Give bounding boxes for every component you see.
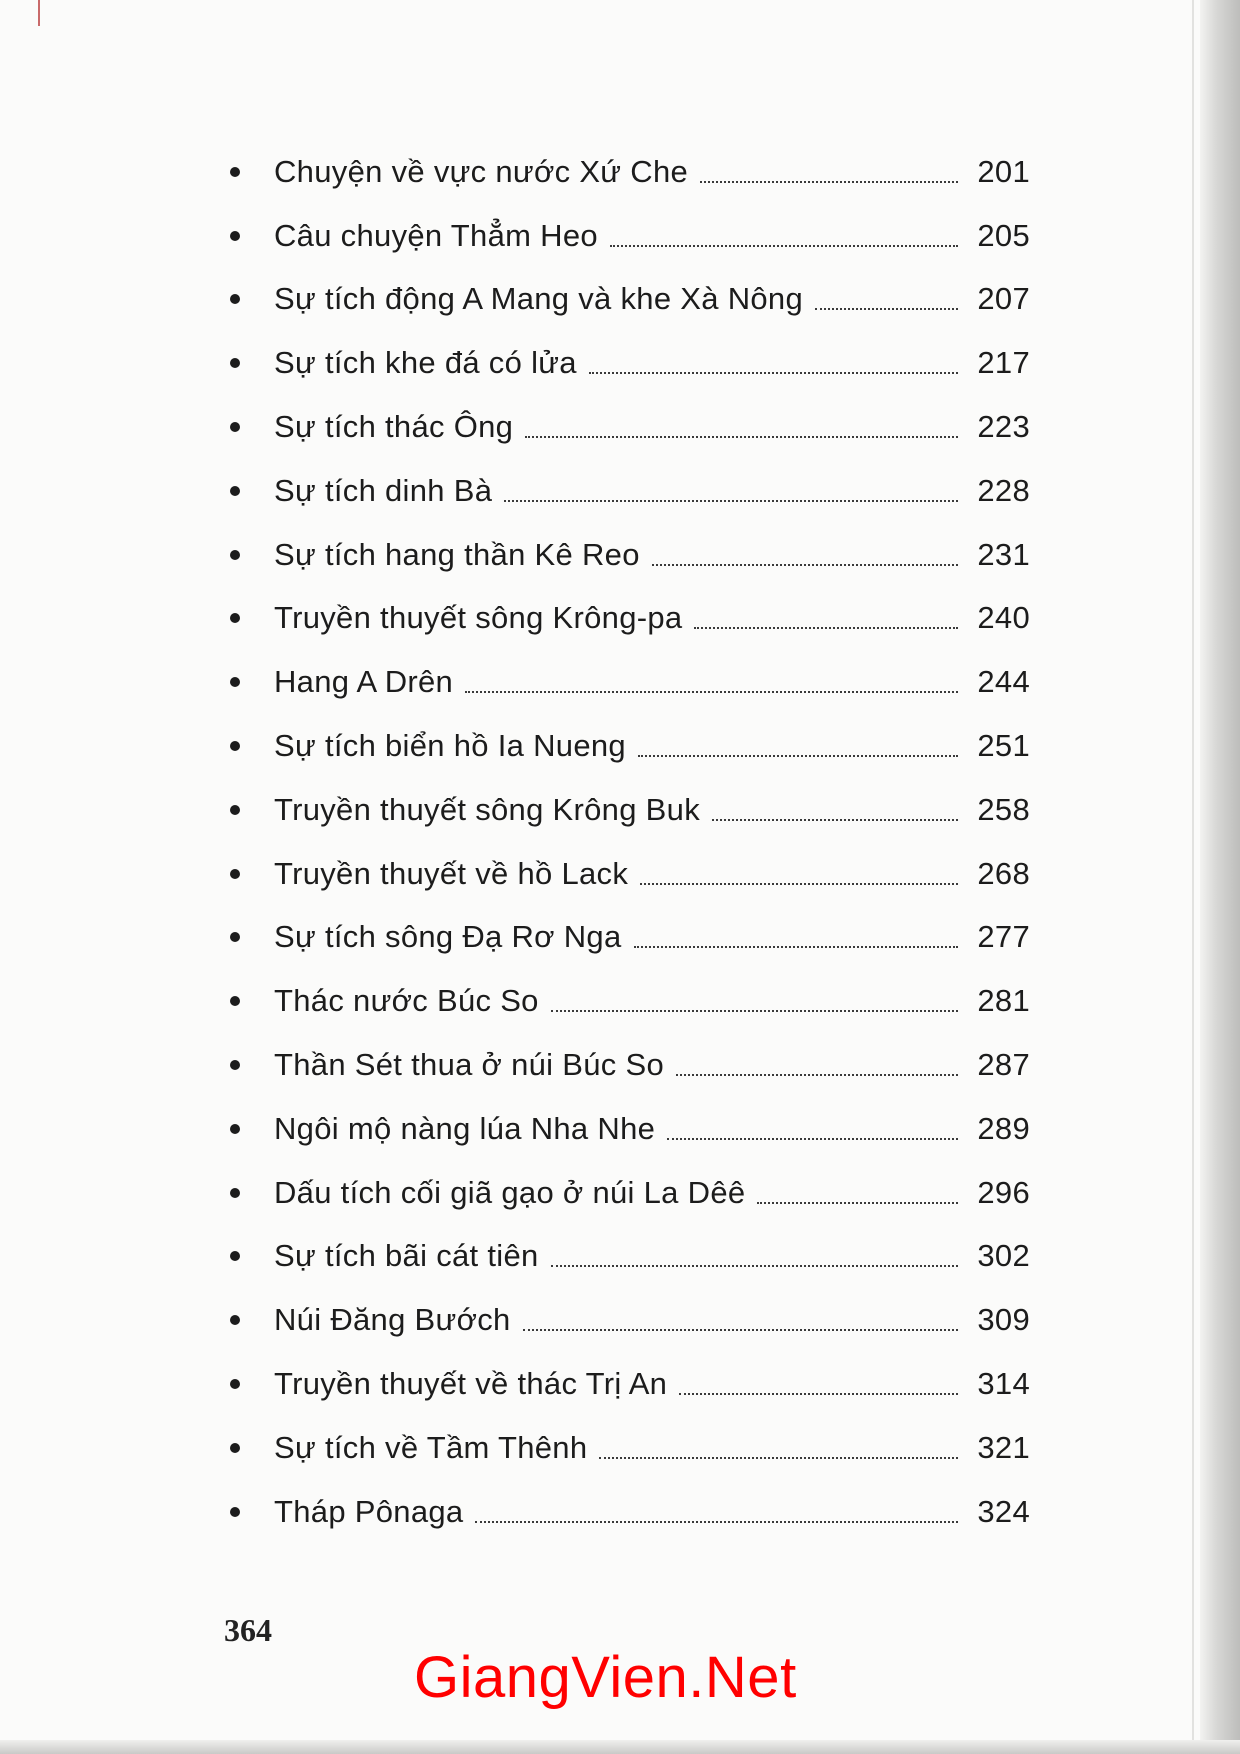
toc-entry [230,204,1030,268]
bullet-icon [230,805,240,815]
dot-leader [589,372,958,374]
toc-entry-page: 321 [977,1429,1030,1465]
toc-entry [230,1480,1030,1544]
toc-entry-title: Sự tích động A Mang và khe Xà Nông [274,281,804,317]
table-of-contents [230,140,1030,1544]
toc-entry [230,331,1030,395]
toc-entry-title: Sự tích biển hồ Ia Nueng [274,728,626,764]
watermark: GiangVien.Net [414,1645,797,1710]
page-right-edge [1200,0,1240,1754]
toc-entry-page: 289 [977,1110,1030,1146]
bullet-icon [230,550,240,560]
toc-entry-title: Truyền thuyết sông Krông-pa [274,600,683,636]
toc-entry-title: Ngôi mộ nàng lúa Nha Nhe [274,1110,656,1146]
dot-leader [475,1521,958,1523]
toc-entry-title: Truyền thuyết sông Krông Buk [274,791,700,827]
toc-entry-page: 277 [977,919,1030,955]
toc-entry-page: 324 [977,1493,1030,1529]
toc-entry-title: Thác nước Búc So [274,983,539,1019]
dot-leader [599,1457,958,1459]
toc-entry-title: Sự tích bãi cát tiên [274,1238,539,1274]
toc-entry [230,778,1030,842]
dot-leader [638,755,958,757]
toc-entry-page: 268 [977,855,1030,891]
toc-entry-page: 205 [977,217,1030,253]
bullet-icon [230,294,240,304]
toc-entry [230,906,1030,970]
bullet-icon [230,677,240,687]
toc-entry [230,650,1030,714]
toc-entry-page: 223 [977,409,1030,445]
toc-entry-page: 231 [977,536,1030,572]
dot-leader [652,564,958,566]
page-number: 364 [224,1612,272,1648]
dot-leader [610,245,958,247]
bullet-icon [230,358,240,368]
dot-leader [815,308,958,310]
bullet-icon [230,1188,240,1198]
toc-entry [230,1416,1030,1480]
toc-entry [230,1352,1030,1416]
toc-entry [230,395,1030,459]
bullet-icon [230,167,240,177]
toc-entry [230,140,1030,204]
toc-entry-page: 287 [977,1047,1030,1083]
bullet-icon [230,1379,240,1389]
toc-entry-title: Sự tích dinh Bà [274,472,493,508]
bullet-icon [230,1443,240,1453]
bullet-icon [230,1315,240,1325]
bullet-icon [230,741,240,751]
toc-entry [230,523,1030,587]
toc-entry-title: Sự tích về Tầm Thênh [274,1429,588,1465]
toc-entry-page: 244 [977,664,1030,700]
toc-entry-page: 302 [977,1238,1030,1274]
dot-leader [700,181,958,183]
toc-entry [230,459,1030,523]
toc-entry [230,842,1030,906]
toc-entry [230,1225,1030,1289]
toc-entry-title: Sự tích thác Ông [274,409,514,445]
toc-entry-title: Chuyện về vực nước Xứ Che [274,153,689,189]
bullet-icon [230,996,240,1006]
bullet-icon [230,613,240,623]
bullet-icon [230,869,240,879]
bullet-icon [230,1060,240,1070]
bullet-icon [230,231,240,241]
toc-entry-page: 201 [977,153,1030,189]
toc-entry-page: 217 [977,345,1030,381]
toc-entry [230,587,1030,651]
dot-leader [757,1202,958,1204]
page-bottom-edge [0,1740,1240,1754]
toc-entry [230,714,1030,778]
bullet-icon [230,1251,240,1261]
scan-mark [38,0,40,26]
toc-entry [230,969,1030,1033]
toc-entry-title: Truyền thuyết về thác Trị An [274,1366,668,1402]
dot-leader [504,500,958,502]
dot-leader [679,1393,958,1395]
dot-leader [525,436,958,438]
bullet-icon [230,1124,240,1134]
bullet-icon [230,932,240,942]
toc-entry-page: 251 [977,728,1030,764]
toc-entry [230,1097,1030,1161]
toc-entry-title: Câu chuyện Thẳm Heo [274,217,598,253]
toc-entry [230,268,1030,332]
toc-entry-title: Thần Sét thua ở núi Búc So [274,1047,665,1083]
toc-entry-page: 207 [977,281,1030,317]
bullet-icon [230,422,240,432]
toc-entry-title: Núi Đăng Bướch [274,1302,511,1338]
toc-entry-title: Tháp Pônaga [274,1493,464,1529]
toc-entry-page: 258 [977,791,1030,827]
dot-leader [465,691,958,693]
dot-leader [523,1329,958,1331]
toc-entry-title: Sự tích khe đá có lửa [274,345,577,381]
toc-entry-page: 240 [977,600,1030,636]
toc-entry-page: 314 [977,1366,1030,1402]
dot-leader [551,1265,958,1267]
page-shadow-line [1192,0,1194,1754]
toc-entry-title: Hang A Drên [274,664,454,700]
dot-leader [676,1074,958,1076]
dot-leader [712,819,958,821]
dot-leader [667,1138,958,1140]
toc-entry-title: Sự tích sông Đạ Rơ Nga [274,919,622,955]
dot-leader [634,946,959,948]
toc-entry-title: Dấu tích cối giã gạo ở núi La Dêê [274,1174,746,1210]
dot-leader [694,627,958,629]
toc-entry-page: 281 [977,983,1030,1019]
toc-entry-page: 228 [977,472,1030,508]
toc-entry-page: 296 [977,1174,1030,1210]
toc-entry [230,1288,1030,1352]
toc-entry-title: Truyền thuyết về hồ Lack [274,855,629,891]
toc-entry [230,1161,1030,1225]
toc-entry-page: 309 [977,1302,1030,1338]
toc-entry [230,1033,1030,1097]
bullet-icon [230,1507,240,1517]
bullet-icon [230,486,240,496]
dot-leader [551,1010,958,1012]
dot-leader [640,883,958,885]
toc-entry-title: Sự tích hang thần Kê Reo [274,536,640,572]
